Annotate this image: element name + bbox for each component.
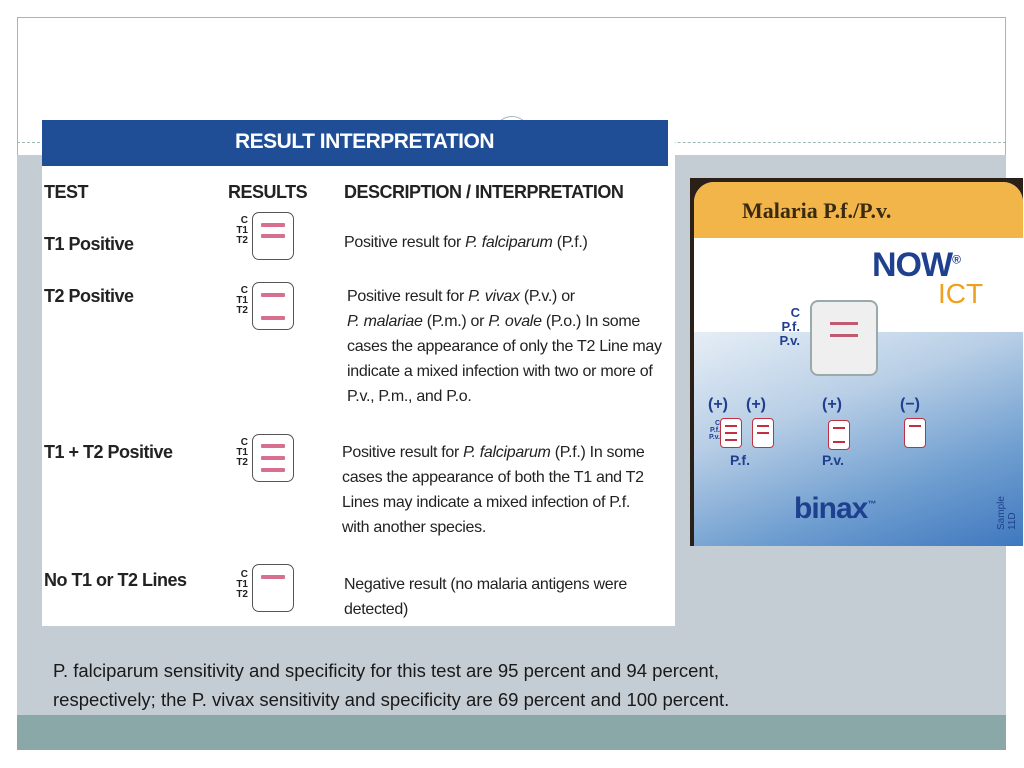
strip-label-t1: T1	[236, 447, 248, 458]
description-line: with another species.	[342, 519, 487, 536]
column-header-results: RESULTS	[228, 182, 308, 202]
strip-label-t2: T2	[236, 457, 248, 468]
column-header-test: TEST	[44, 182, 89, 202]
symbol-positive: (+)	[708, 396, 728, 413]
strip-label-c: C	[240, 215, 248, 226]
test-strip-t1-t2-positive	[252, 434, 294, 482]
description-line: Positive result for P. vivax (P.v.) or	[347, 288, 575, 305]
control-line	[261, 223, 285, 227]
caption-line: respectively; the P. vivax sensitivity and specificity are 69 percent and 100 percent.	[53, 689, 730, 710]
sample-label: Sample 11D	[995, 496, 1018, 530]
slide-footer-bar	[17, 715, 1006, 750]
description-line: indicate a mixed infection with two or more of	[347, 363, 653, 380]
t1-line	[261, 456, 285, 460]
group-label-pv: P.v.	[822, 452, 845, 468]
row-label-t2-positive: T2 Positive	[44, 286, 134, 306]
strip-label-c: C	[240, 569, 248, 580]
table-title: RESULT INTERPRETATION	[235, 130, 494, 153]
strip-labels	[232, 570, 248, 600]
row-label-t1-t2-positive: T1 + T2 Positive	[44, 442, 173, 462]
row-description-t1-t2-positive	[342, 440, 645, 540]
row-description-t1-positive	[344, 230, 588, 255]
strip-label-c: C	[240, 437, 248, 448]
strip-label-t1: T1	[236, 579, 248, 590]
mini-strip-negative	[904, 418, 926, 448]
description-line: Lines may indicate a mixed infection of P.f.	[342, 494, 631, 511]
test-device-photo	[690, 178, 1023, 546]
row-description-no-lines	[344, 572, 627, 622]
description-line: cases the appearance of both the T1 and T2	[342, 469, 644, 486]
test-device-card	[694, 182, 1023, 546]
result-interpretation-table	[42, 120, 675, 626]
description-line: detected)	[344, 601, 409, 618]
strip-labels	[232, 286, 248, 316]
strip-labels	[232, 438, 248, 468]
strip-label-t2: T2	[236, 589, 248, 600]
t1-line	[261, 234, 285, 238]
caption	[53, 656, 953, 714]
t2-line	[261, 468, 285, 472]
column-header-description: DESCRIPTION / INTERPRETATION	[344, 182, 624, 202]
strip-labels	[232, 216, 248, 246]
test-strip-t2-positive	[252, 282, 294, 330]
strip-label-t1: T1	[236, 225, 248, 236]
description-line: cases the appearance of only the T2 Line may	[347, 338, 662, 355]
strip-label-t2: T2	[236, 305, 248, 316]
strip-label-t2: T2	[236, 235, 248, 246]
device-label-band	[694, 182, 1023, 238]
row-description-t2-positive	[347, 284, 662, 409]
caption-line: P. falciparum sensitivity and specificity for this test are 95 percent and 94 percent,	[53, 660, 719, 681]
description-line: Positive result for P. falciparum (P.f.) In some	[342, 444, 645, 461]
device-title: Malaria P.f./P.v.	[742, 198, 892, 223]
symbol-negative: (−)	[900, 396, 920, 413]
mini-strip-pv	[828, 420, 850, 450]
test-strip-negative	[252, 564, 294, 612]
description-line: Negative result (no malaria antigens were	[344, 576, 627, 593]
control-line	[261, 444, 285, 448]
mini-strip-labels: C P.f. P.v.	[708, 420, 720, 441]
table-header-bar	[42, 120, 668, 166]
mini-strip-pf-pv	[720, 418, 742, 448]
brand-ict: ICT	[938, 278, 984, 309]
control-line	[261, 575, 285, 579]
maker-logo: binax™	[794, 492, 876, 525]
symbol-positive: (+)	[746, 396, 766, 413]
window-line	[830, 334, 858, 337]
test-strip-t1-positive	[252, 212, 294, 260]
description-line: P.v., P.m., and P.o.	[347, 388, 472, 405]
description-line: P. malariae (P.m.) or P. ovale (P.o.) In some	[347, 313, 641, 330]
symbol-positive: (+)	[822, 396, 842, 413]
strip-label-t1: T1	[236, 295, 248, 306]
row-label-no-lines: No T1 or T2 Lines	[44, 570, 187, 590]
row-label-t1-positive: T1 Positive	[44, 234, 134, 254]
result-window	[810, 300, 878, 376]
strip-label-c: C	[240, 285, 248, 296]
control-line	[261, 293, 285, 297]
mini-strip-pf	[752, 418, 774, 448]
group-label-pf: P.f.	[730, 452, 750, 468]
brand-now: NOW®	[872, 246, 960, 284]
window-labels: C P.f. P.v.	[779, 305, 800, 348]
t2-line	[261, 316, 285, 320]
description-line: Positive result for P. falciparum (P.f.)	[344, 234, 588, 251]
window-line	[830, 322, 858, 325]
